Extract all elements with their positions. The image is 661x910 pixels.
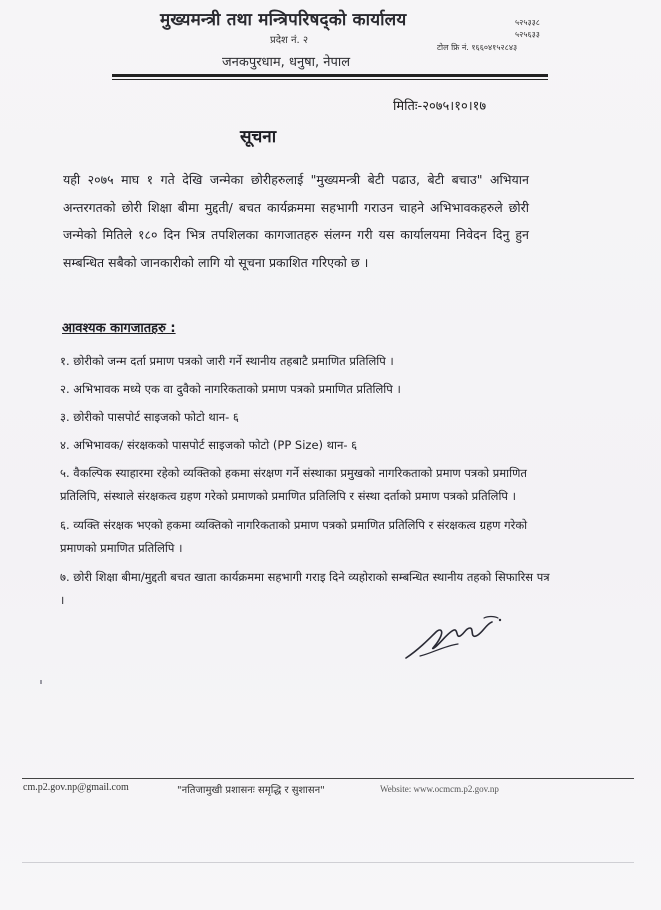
scan-speck [40, 680, 42, 684]
header-rule-thin [112, 79, 548, 80]
item-text: अभिभावक मध्ये एक वा दुवैको नागरिकताको प्रमाण पत्रको प्रमाणित प्रतिलिपि । [73, 382, 401, 396]
footer-motto: "नतिजामुखी प्रशासनः समृद्धि र सुशासन" [177, 785, 325, 796]
item-number: १. [60, 354, 70, 368]
item-number: २. [60, 382, 70, 396]
notice-body [63, 166, 529, 276]
body-paragraph: यही २०७५ माघ १ गते देखि जन्मेका छोरीहरुलाई "मुख्यमन्त्री बेटी पढाउ, बेटी बचाउ" अभियान अन्तरगतको छोरी शिक्षा बीमा मुद्दती/ बचत कार्यक्रममा सहभागी गराउन चाहने अभिभावकहरुले छोरी जन्मेको मितिले १८० दिन भित्र तपशिलका कागजातहरु संलग्न गरी यस कार्यालयमा निवेदन दिनु हुन सम्बन्धित सबैको जानकारीको लागि यो सूचना प्रकाशित गरिएको छ । [63, 172, 529, 270]
item-number: ३. [60, 410, 70, 424]
item-text: व्यक्ति संरक्षक भएको हकमा व्यक्तिको नागरिकताको प्रमाण पत्रको प्रमाणित प्रतिलिपि र संरक्षकत्व ग्रहण गरेको प्रमाणको प्रमाणित प्रतिलिपि । [60, 518, 528, 555]
item-number: ६. [60, 518, 70, 532]
list-item [60, 350, 550, 372]
office-title: मुख्यमन्त्री तथा मन्त्रिपरिषद्‌को कार्यालय [160, 10, 407, 30]
notice-date: मितिः-२०७५।१०।१७ [393, 99, 487, 114]
item-text: छोरी शिक्षा बीमा/मुद्दती बचत खाता कार्यक्रममा सहभागी गराइ दिने व्यहोराको सम्बन्धित स्थानीय तहको सिफारिस पत्र । [60, 570, 550, 607]
signature-image [400, 610, 510, 670]
list-item [60, 434, 550, 456]
item-text: वैकल्पिक स्याहारमा रहेको व्यक्तिको हकमा संरक्षण गर्ने संस्थाका प्रमुखको नागरिकताको प्रमाण पत्रको प्रमाणित प्रतिलिपि, संस्थाले संरक्षकत्व ग्रहण गरेको प्रमाणको प्रमाणित प्रतिलिपि र संस्था दर्ताको प्रमाण पत्रको प्रतिलिपि । [60, 466, 527, 503]
header-rule [112, 74, 548, 77]
item-number: ७. [60, 570, 70, 584]
required-documents-list [60, 350, 550, 618]
footer-rule [22, 778, 634, 779]
list-item [60, 462, 550, 508]
phone-number: ५२५३३८ [515, 18, 540, 27]
required-documents-heading: आवश्यक कागजातहरु : [62, 321, 176, 336]
list-item [60, 514, 550, 560]
item-text: छोरीको जन्म दर्ता प्रमाण पत्रको जारी गर्ने स्थानीय तहबाटै प्रमाणित प्रतिलिपि । [73, 354, 394, 368]
list-item [60, 378, 550, 400]
list-item [60, 406, 550, 428]
toll-free-number: टोल फ्रि नं. १६६०४१५२८४३ [437, 43, 518, 52]
office-address: जनकपुरधाम, धनुषा, नेपाल [222, 55, 351, 70]
item-number: ४. [60, 438, 70, 452]
footer-email: cm.p2.gov.np@gmail.com [23, 782, 129, 793]
item-number: ५. [60, 466, 70, 480]
notice-title: सूचना [240, 127, 277, 147]
page-bottom-edge [22, 862, 634, 863]
item-text: अभिभावक/ संरक्षकको पासपोर्ट साइजको फोटो (PP Size) थान- ६ [73, 438, 358, 452]
phone-number: ५२५६३३ [515, 30, 540, 39]
list-item [60, 566, 550, 612]
province-label: प्रदेश नं. २ [270, 35, 309, 46]
item-text: छोरीको पासपोर्ट साइजको फोटो थान- ६ [73, 410, 239, 424]
footer-website: Website: www.ocmcm.p2.gov.np [380, 784, 499, 794]
